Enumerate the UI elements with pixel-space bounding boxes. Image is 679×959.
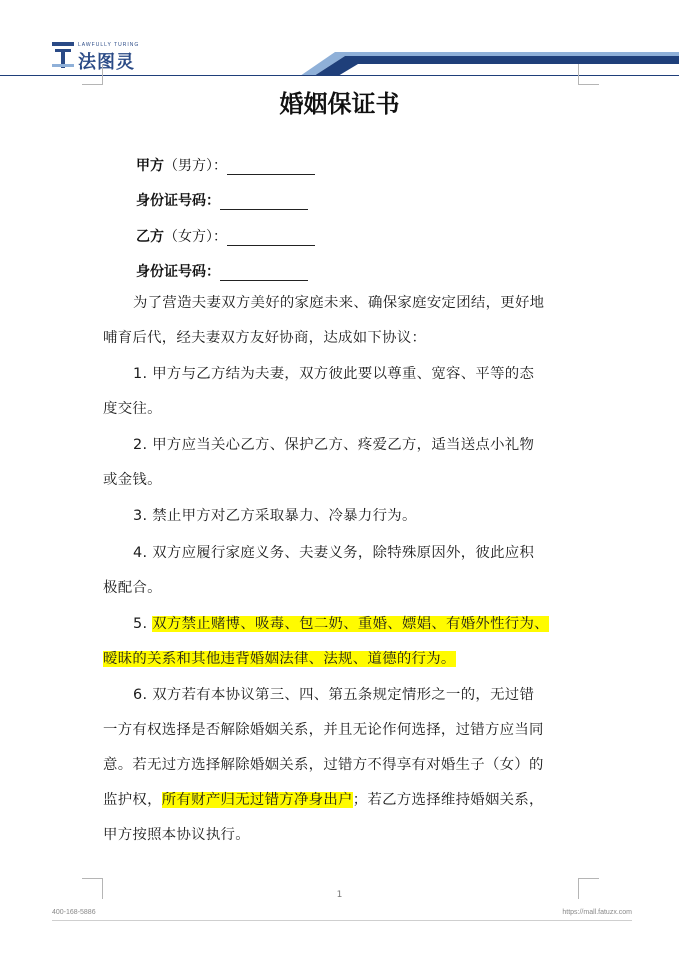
party-a-id-blank <box>220 195 308 210</box>
page-number: 1 <box>336 890 343 900</box>
footer-divider <box>52 920 632 921</box>
clause-6 <box>103 678 583 853</box>
clause-5-highlight: 双方禁止赌博、吸毒、包二奶、重婚、嫖娼、有婚外性行为、 <box>152 616 549 632</box>
clause-1 <box>103 357 583 427</box>
party-a-field <box>136 155 315 175</box>
clause-2 <box>103 428 583 498</box>
party-a-blank <box>227 160 315 175</box>
clause-line: 1. 甲方与乙方结为夫妻，双方彼此要以尊重、宽容、平等的态 <box>133 366 535 382</box>
clause-line: 极配合。 <box>103 580 162 596</box>
clause-5-number: 5. <box>133 616 153 632</box>
clause-line: 4. 双方应履行家庭义务、夫妻义务，除特殊原因外，彼此应积 <box>133 545 535 561</box>
logo-text: 法图灵 <box>78 52 135 73</box>
clause-5 <box>103 607 583 677</box>
document-title: 婚姻保证书 <box>279 89 400 118</box>
party-b-id-field <box>136 261 308 281</box>
clause-line: 3. 禁止甲方对乙方采取暴力、冷暴力行为。 <box>133 508 417 524</box>
clause-line: 2. 甲方应当关心乙方、保护乙方、疼爱乙方，适当送点小礼物 <box>133 437 535 453</box>
party-a-id-field <box>136 190 308 210</box>
clause-4 <box>103 536 583 606</box>
party-b-note: （女方）： <box>164 229 227 245</box>
footer-url[interactable]: https://mall.fatuzx.com <box>562 909 632 916</box>
intro-paragraph <box>103 286 583 356</box>
party-b-label: 乙方 <box>136 229 164 245</box>
party-b-id-label: 身份证号码： <box>136 264 220 280</box>
clause-3 <box>103 499 583 534</box>
clause-line: 度交往。 <box>103 401 162 417</box>
clause-line: 6. 双方若有本协议第三、四、第五条规定情形之一的，无过错 <box>133 687 535 703</box>
logo-tagline: LAWFULLY TURING <box>78 42 140 48</box>
clause-line: 一方有权选择是否解除婚姻关系，并且无论作何选择，过错方应当同 <box>103 722 544 738</box>
clause-line: 意。若无过方选择解除婚姻关系，过错方不得享有对婚生子（女）的 <box>103 757 544 773</box>
footer-phone: 400-168-5886 <box>52 909 96 916</box>
clause-line: 甲方按照本协议执行。 <box>103 827 250 843</box>
party-b-field <box>136 226 315 246</box>
clause-line: 或金钱。 <box>103 472 162 488</box>
clause-6-highlight: 所有财产归无过错方净身出户 <box>161 792 353 808</box>
crop-mark-top-left <box>82 64 103 85</box>
party-b-id-blank <box>220 266 308 281</box>
party-b-blank <box>227 231 315 246</box>
logo-mark-icon <box>52 42 74 68</box>
intro-line: 哺育后代，经夫妻双方友好协商，达成如下协议： <box>103 330 427 346</box>
intro-line: 为了营造夫妻双方美好的家庭未来、确保家庭安定团结，更好地 <box>133 295 545 311</box>
party-a-note: （男方）： <box>164 158 227 174</box>
party-a-label: 甲方 <box>136 158 164 174</box>
clause-5-highlight: 暧昧的关系和其他违背婚姻法律、法规、道德的行为。 <box>103 651 456 667</box>
party-a-id-label: 身份证号码： <box>136 193 220 209</box>
clause-6-post: ；若乙方选择维持婚姻关系， <box>352 792 544 808</box>
clause-6-pre: 监护权， <box>103 792 162 808</box>
crop-mark-top-right <box>578 64 599 85</box>
